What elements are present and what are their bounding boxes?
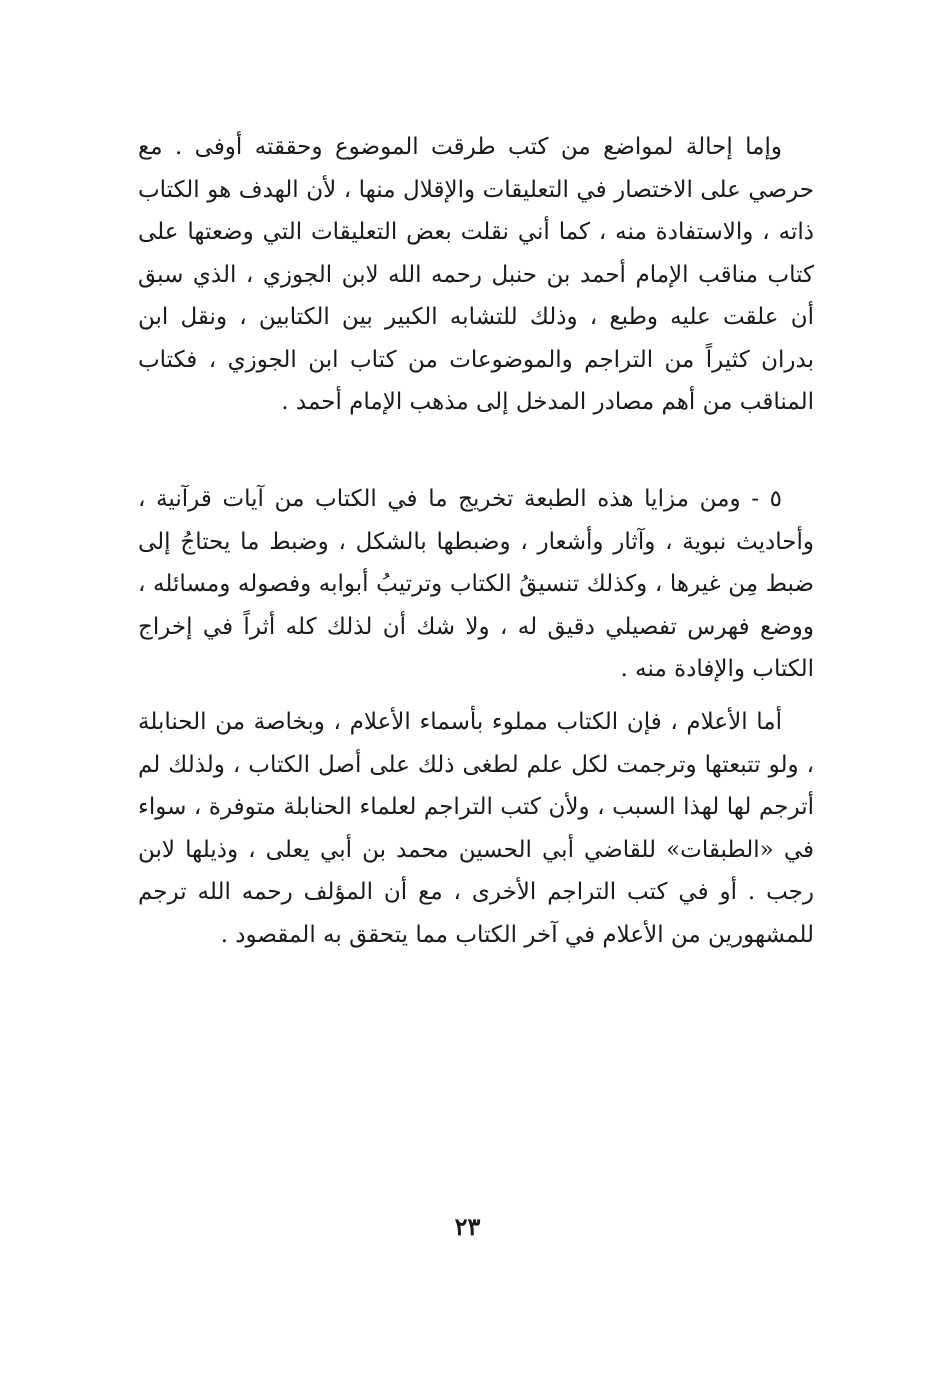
paragraph (138, 701, 814, 956)
paragraph-text: أما الأعلام ، فإن الكتاب مملوء بأسماء الأعلام ، وبخاصة من الحنابلة ، ولو تتبعتها وترجمت لكل علم لطغى ذلك على أصل الكتاب ، ولذلك لم أترجم لها لهذا السبب ، ولأن كتب التراجم لعلماء الحنابلة متوفرة ، سواء في «الطبقات» للقاضي أبي الحسين محمد بن أبي يعلى ، وذيلها لابن رجب . أو في كتب التراجم الأخرى ، مع أن المؤلف رحمه الله ترجم للمشهورين من الأعلام في آخر الكتاب مما يتحقق به المقصود . (138, 709, 814, 948)
paragraph (138, 126, 814, 424)
paragraph (138, 478, 814, 691)
paragraph-text: ٥ - ومن مزايا هذه الطبعة تخريج ما في الكتاب من آيات قرآنية ، وأحاديث نبوية ، وآثار وأشعار ، وضبطها بالشكل ، وضبط ما يحتاجُ إلى ضبط مِن غيرها ، وكذلك تنسيقُ الكتاب وترتيبُ أبوابه وفصوله ومسائله ، ووضع فهرس تفصيلي دقيق له ، ولا شك أن لذلك كله أثراً في إخراج الكتاب والإفادة منه . (138, 486, 814, 682)
page-number: ٢٣ (454, 1212, 481, 1241)
paragraph-text: وإما إحالة لمواضع من كتب طرقت الموضوع وحققته أوفى . مع حرصي على الاختصار في التعليقات والإقلال منها ، لأن الهدف هو الكتاب ذاته ، والاستفادة منه ، كما أني نقلت بعض التعليقات التي وضعتها على كتاب مناقب الإمام أحمد بن حنبل رحمه الله لابن الجوزي ، الذي سبق أن علقت عليه وطبع ، وذلك للتشابه الكبير بين الكتابين ، ونقل ابن بدران كثيراً من التراجم والموضوعات من كتاب ابن الجوزي ، فكتاب المناقب من أهم مصادر المدخل إلى مذهب الإمام أحمد . (138, 134, 814, 415)
